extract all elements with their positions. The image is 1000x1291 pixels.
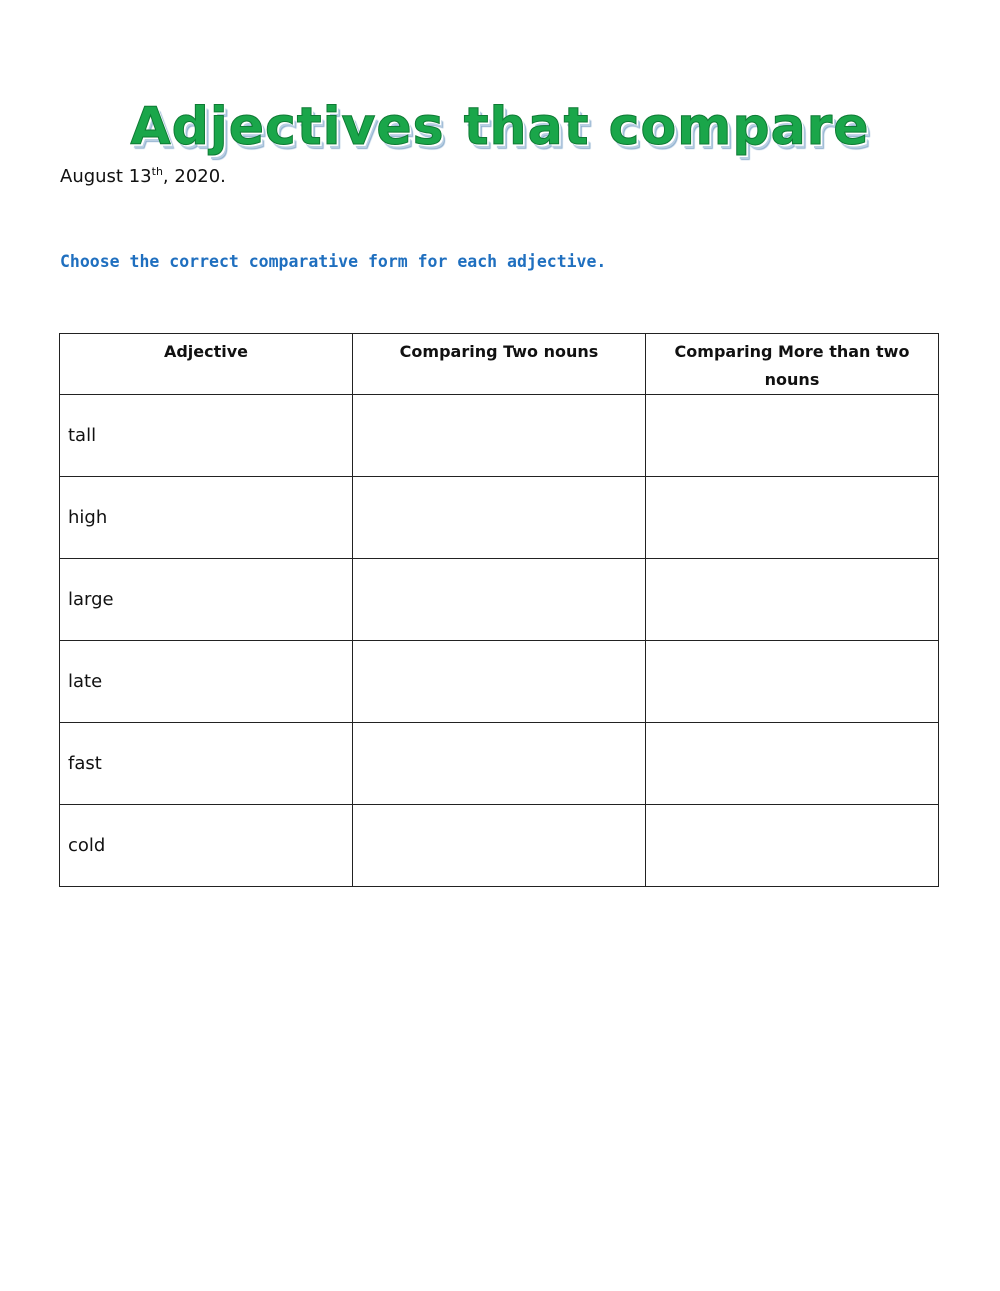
header-comparing-more: Comparing More than two nouns	[646, 334, 939, 395]
comparative-answer-cell[interactable]	[353, 805, 646, 887]
header-adjective: Adjective	[60, 334, 353, 395]
comparative-answer-cell[interactable]	[353, 559, 646, 641]
table-row	[60, 805, 939, 887]
superlative-answer-cell[interactable]	[646, 559, 939, 641]
superlative-answer-cell[interactable]	[646, 641, 939, 723]
adjectives-table	[59, 333, 939, 887]
table-header-row	[60, 334, 939, 395]
adjective-cell: fast	[60, 723, 353, 805]
worksheet-date	[60, 166, 226, 187]
worksheet-title: Adjectives that compare	[130, 96, 870, 157]
header-comparing-two: Comparing Two nouns	[353, 334, 646, 395]
adjective-cell: large	[60, 559, 353, 641]
adjective-cell: cold	[60, 805, 353, 887]
date-ordinal-suffix: th	[151, 165, 163, 178]
superlative-answer-cell[interactable]	[646, 477, 939, 559]
table-row	[60, 477, 939, 559]
comparative-answer-cell[interactable]	[353, 641, 646, 723]
superlative-answer-cell[interactable]	[646, 723, 939, 805]
comparative-answer-cell[interactable]	[353, 477, 646, 559]
table-row	[60, 641, 939, 723]
adjective-cell: tall	[60, 395, 353, 477]
table-row	[60, 723, 939, 805]
date-prefix: August 13	[60, 166, 152, 187]
date-rest: , 2020.	[162, 166, 226, 187]
adjective-cell: late	[60, 641, 353, 723]
superlative-answer-cell[interactable]	[646, 805, 939, 887]
adjective-cell: high	[60, 477, 353, 559]
table-row	[60, 559, 939, 641]
table-row	[60, 395, 939, 477]
instruction-text: Choose the correct comparative form for each adjective.	[60, 252, 607, 271]
superlative-answer-cell[interactable]	[646, 395, 939, 477]
comparative-answer-cell[interactable]	[353, 395, 646, 477]
comparative-answer-cell[interactable]	[353, 723, 646, 805]
